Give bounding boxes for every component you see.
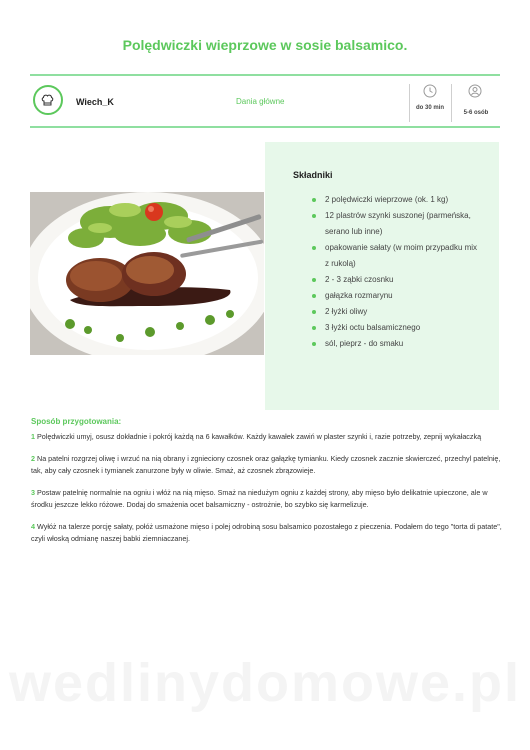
- method-heading: Sposób przygotowania:: [31, 417, 122, 426]
- step-text: Na patelni rozgrzej oliwę i wrzuć na nią obrany i zgnieciony czosnek oraz gałązkę tymianku. Kiedy czosnek zacznie skwierczeć, przechyl patelnię, tak, aby cały czosnek i tymianek zanurzone były w oliwie. Smaż, aż czosnek zbrązowieje.: [31, 454, 501, 475]
- step-text: Wyłóż na talerze porcję sałaty, połóż usmażone mięso i polej odrobiną sosu balsamico pozostałego z pieczenia. Podałem do tego "torta di patate", czyli włoską odmianę naszej babki ziemniaczanej.: [31, 522, 502, 543]
- step-number: 3: [31, 488, 35, 497]
- method-section: [31, 416, 503, 555]
- ingredient-item: 3 łyżki octu balsamicznego: [325, 320, 481, 336]
- ingredient-item: 2 polędwiczki wieprzowe (ok. 1 kg): [325, 192, 481, 208]
- meta-divider: [409, 84, 410, 122]
- header-rule-bottom: [30, 126, 500, 128]
- person-icon: [468, 84, 482, 98]
- ingredient-item: opakowanie sałaty (w moim przypadku mix z rukolą): [325, 240, 481, 272]
- ingredient-item: 12 plastrów szynki suszonej (parmeńska, serano lub inne): [325, 208, 481, 240]
- ingredients-heading: Składniki: [293, 170, 333, 180]
- method-step: [31, 431, 503, 443]
- step-number: 4: [31, 522, 35, 531]
- ingredient-item: 2 łyżki oliwy: [325, 304, 481, 320]
- step-text: Postaw patelnię normalnie na ogniu i włóż na nią mięso. Smaż na niedużym ogniu z każdej strony, aby mięso było delikatnie upieczone, ale w środku jeszcze lekko różowe. Dodaj do smażenia ocet balsamiczny - ostrożnie, bo szybko się karmelizuje.: [31, 488, 488, 509]
- clock-icon: [423, 84, 437, 98]
- recipe-category[interactable]: Dania główne: [236, 97, 285, 106]
- ingredients-list: [325, 192, 481, 352]
- dish-photo: [30, 192, 264, 355]
- step-number: 1: [31, 431, 35, 441]
- site-watermark: wedlinydomowe.pl: [8, 653, 522, 713]
- step-number: 2: [31, 454, 35, 463]
- method-step: [31, 521, 503, 544]
- step-text: Polędwiczki umyj, osusz dokładnie i pokrój każdą na 6 kawałków. Każdy kawałek zawiń w plaster szynki i, razie potrzeby, zepnij wykałaczką: [37, 431, 482, 441]
- header-rule-top: [30, 74, 500, 76]
- chef-hat-icon: [33, 85, 63, 115]
- meta-divider: [451, 84, 452, 122]
- ingredients-panel: [265, 142, 499, 410]
- ingredient-item: 2 - 3 ząbki czosnku: [325, 272, 481, 288]
- recipe-title: Polędwiczki wieprzowe w sosie balsamico.: [122, 37, 408, 53]
- ingredient-item: sól, pieprz - do smaku: [325, 336, 481, 352]
- author-name[interactable]: Wiech_K: [76, 97, 114, 107]
- ingredient-item: gałązka rozmarynu: [325, 288, 481, 304]
- method-step: [31, 487, 503, 510]
- method-step: [31, 453, 503, 476]
- servings-value: 5-6 osób: [463, 110, 489, 116]
- time-value: do 30 min: [416, 105, 445, 111]
